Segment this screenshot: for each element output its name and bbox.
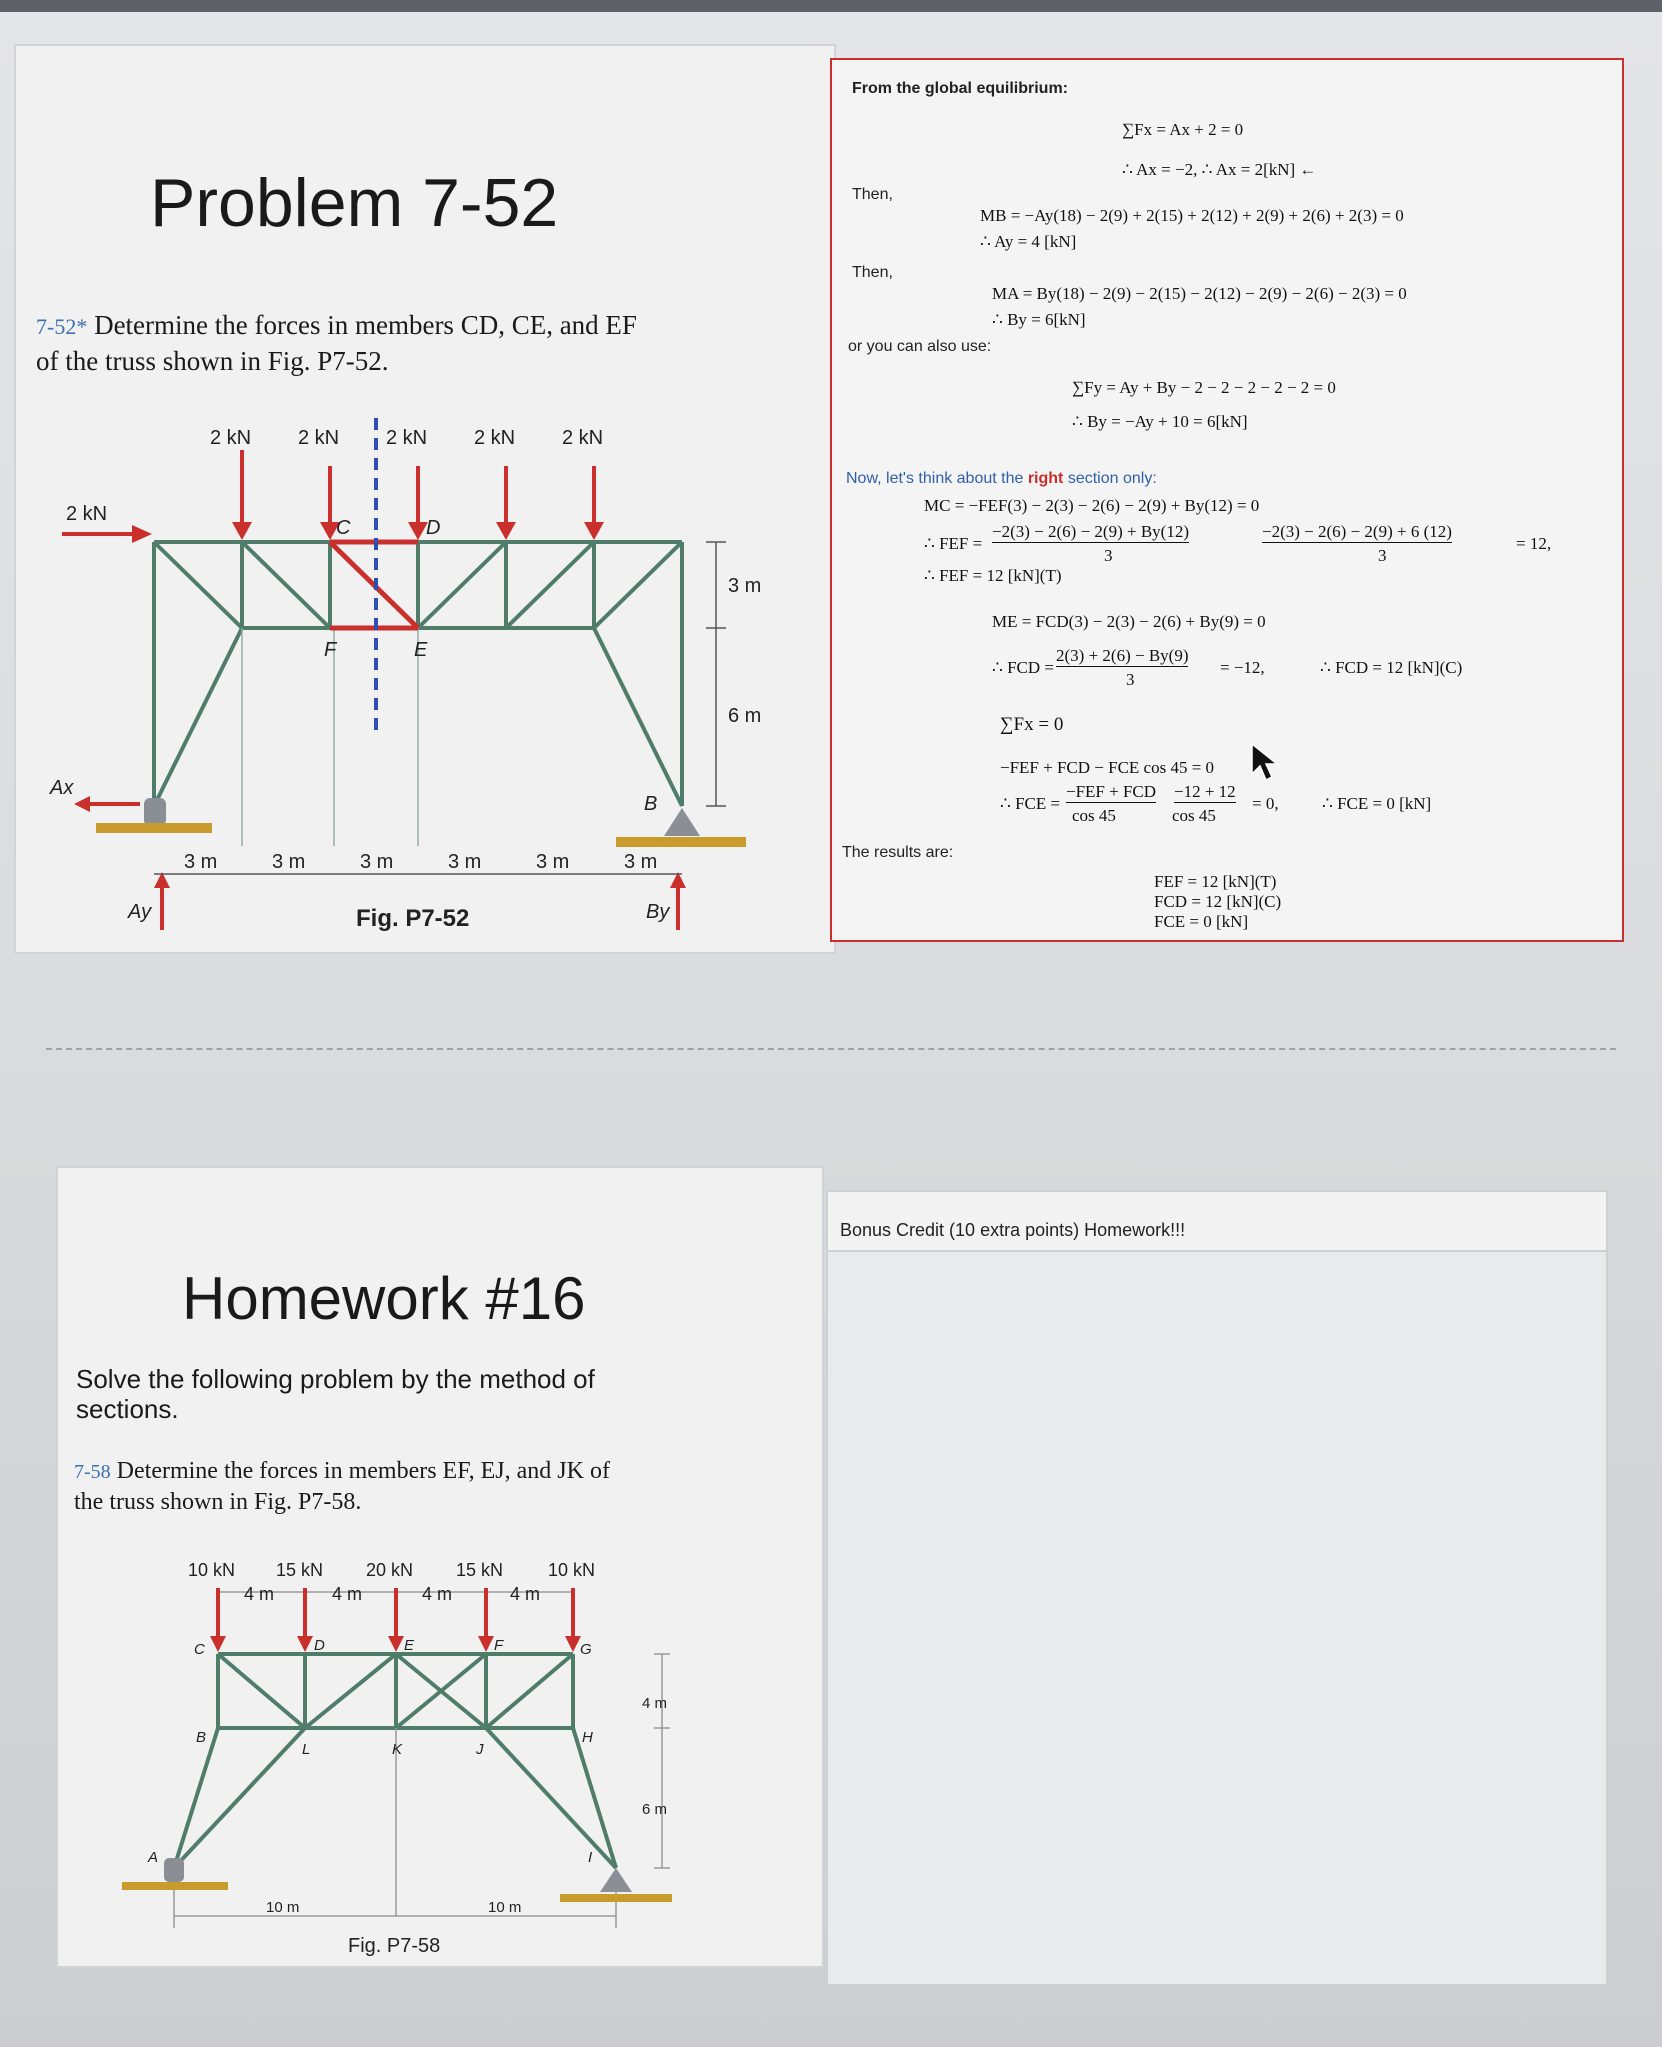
eq-fcd-prefix: ∴ FCD = <box>992 658 1054 677</box>
eq-fcd-den: 3 <box>1126 670 1135 689</box>
eq-fce-result: = 0, <box>1252 794 1279 813</box>
eq-fef-den1: 3 <box>1104 546 1113 565</box>
load-label: 15 kN <box>456 1560 504 1580</box>
eq-x-balance: −FEF + FCD − FCE cos 45 = 0 <box>1000 758 1215 777</box>
pin-support-a <box>122 1858 228 1886</box>
top-dim: 4 m <box>332 1584 363 1604</box>
load-label: 2 kN <box>210 427 252 449</box>
problem-slide <box>14 44 836 954</box>
eq-by-result: ∴ By = 6[kN] <box>992 310 1086 329</box>
eq-fce-den2: cos 45 <box>1172 806 1216 825</box>
bonus-label: Bonus Credit (10 extra points) Homework!!! <box>840 1220 1186 1240</box>
top-dim: 4 m <box>510 1584 541 1604</box>
then-label-2: Then, <box>852 264 893 281</box>
problem-title: Problem 7-52 <box>150 165 559 241</box>
problem-statement-line2: of the truss shown in Fig. P7-52. <box>36 346 389 376</box>
right-section-text-a: Now, let's think about the <box>846 470 1028 487</box>
reaction-ax: Ax <box>50 777 74 799</box>
eq-fce-prefix: ∴ FCE = <box>1000 794 1061 813</box>
right-section-text-b: right <box>1027 470 1064 487</box>
eq-by-alt: ∴ By = −Ay + 10 = 6[kN] <box>1072 412 1248 431</box>
mouse-cursor-icon <box>1250 742 1280 782</box>
problem-number: 7-52* <box>36 314 88 339</box>
node-label-e: E <box>414 639 428 661</box>
eq-fcd-result: = −12, <box>1220 658 1265 677</box>
eq-fef-prefix: ∴ FEF = <box>924 534 983 553</box>
eq-sum-fx: ∑Fx = Ax + 2 = 0 <box>1122 120 1244 139</box>
eq-sum-fy: ∑Fy = Ay + By − 2 − 2 − 2 − 2 − 2 = 0 <box>1072 378 1336 397</box>
eq-fef-result: = 12, <box>1516 534 1552 553</box>
node-label-b: B <box>196 1729 207 1746</box>
node-label-l: L <box>302 1741 311 1758</box>
solution-panel <box>830 58 1624 942</box>
section-divider <box>46 1048 1616 1050</box>
load-label: 2 kN <box>298 427 340 449</box>
dim-6m: 6 m <box>642 1801 668 1818</box>
homework-slide <box>56 1166 824 1968</box>
eq-moment-e: ME = FCD(3) − 2(3) − 2(6) + By(9) = 0 <box>992 612 1266 631</box>
node-label-f: F <box>494 1637 504 1654</box>
bonus-panel <box>826 1190 1608 1986</box>
span-dim: 3 m <box>272 851 306 873</box>
homework-title: Homework #16 <box>182 1265 586 1332</box>
eq-fce-den1: cos 45 <box>1072 806 1116 825</box>
eq-sum-fx-2: ∑Fx = 0 <box>1000 714 1064 735</box>
node-label-d: D <box>426 517 441 539</box>
result-fce: FCE = 0 [kN] <box>1154 912 1249 931</box>
problem-statement-line1: Determine the forces in members CD, CE, and EF <box>94 310 637 340</box>
result-fcd: FCD = 12 [kN](C) <box>1154 892 1282 911</box>
node-label-h: H <box>582 1729 593 1746</box>
eq-fef-final: ∴ FEF = 12 [kN](T) <box>924 566 1062 585</box>
load-label: 10 kN <box>188 1560 236 1580</box>
truss-diagram-p7-52 <box>16 46 834 952</box>
node-label-f: F <box>324 639 337 661</box>
then-label-1: Then, <box>852 186 893 203</box>
eq-fef-num2: −2(3) − 2(6) − 2(9) + 6 (12) <box>1262 522 1452 541</box>
homework-instruction: Solve the following problem by the method of sections. <box>76 1364 595 1424</box>
span-dim: 3 m <box>448 851 482 873</box>
dim-4m: 4 m <box>642 1695 668 1712</box>
eq-moment-b: MB = −Ay(18) − 2(9) + 2(15) + 2(12) + 2(9) + 2(6) + 2(3) = 0 <box>980 206 1404 225</box>
homework-statement-line2: the truss shown in Fig. P7-58. <box>74 1489 362 1515</box>
eq-fcd-final: ∴ FCD = 12 [kN](C) <box>1320 658 1463 677</box>
results-label: The results are: <box>842 844 954 861</box>
node-label-d: D <box>314 1637 325 1654</box>
load-label: 20 kN <box>366 1560 414 1580</box>
node-label-e: E <box>404 1637 415 1654</box>
eq-fce-final: ∴ FCE = 0 [kN] <box>1322 794 1432 813</box>
alt-label: or you can also use: <box>848 338 992 355</box>
top-dim: 4 m <box>422 1584 453 1604</box>
node-label-k: K <box>392 1741 403 1758</box>
load-label: 10 kN <box>548 1560 596 1580</box>
right-section-text-c: section only: <box>1063 470 1157 487</box>
bonus-header <box>828 1192 1606 1252</box>
node-label-g: G <box>580 1641 592 1658</box>
load-label: 2 kN <box>386 427 428 449</box>
eq-fce-num2: −12 + 12 <box>1174 782 1236 801</box>
truss-diagram-p7-58 <box>58 1168 822 1966</box>
reaction-by: By <box>646 901 670 923</box>
load-label: 15 kN <box>276 1560 324 1580</box>
right-section-note <box>846 470 1157 488</box>
node-label-b: B <box>644 793 658 815</box>
span-dim: 3 m <box>536 851 570 873</box>
homework-statement-line1: Determine the forces in members EF, EJ, and JK of <box>116 1458 610 1484</box>
eq-ay-result: ∴ Ay = 4 [kN] <box>980 232 1077 251</box>
span-dim: 3 m <box>624 851 658 873</box>
node-label-c: C <box>336 517 351 539</box>
span-dim: 3 m <box>360 851 394 873</box>
roller-support-b <box>616 808 746 842</box>
result-fef: FEF = 12 [kN](T) <box>1154 872 1277 891</box>
homework-number: 7-58 <box>74 1461 111 1483</box>
eq-ax-result: ∴ Ax = −2, ∴ Ax = 2[kN] ← <box>1122 160 1317 179</box>
bottom-dim: 10 m <box>266 1899 300 1916</box>
eq-fcd-num: 2(3) + 2(6) − By(9) <box>1056 646 1189 665</box>
top-dim: 4 m <box>244 1584 275 1604</box>
screen <box>0 12 1662 2047</box>
side-load-label: 2 kN <box>66 503 108 525</box>
eq-moment-a: MA = By(18) − 2(9) − 2(15) − 2(12) − 2(9) − 2(6) − 2(3) = 0 <box>992 284 1407 303</box>
reaction-ay: Ay <box>128 901 152 923</box>
figure-caption: Fig. P7-52 <box>356 905 470 932</box>
global-heading: From the global equilibrium: <box>852 80 1068 97</box>
eq-fef-den2: 3 <box>1378 546 1387 565</box>
dim-6m-vertical: 6 m <box>728 705 762 727</box>
node-label-a: A <box>148 1849 159 1866</box>
eq-fce-num1: −FEF + FCD <box>1066 782 1157 801</box>
node-label-c: C <box>194 1641 205 1658</box>
node-label-j: J <box>476 1741 484 1758</box>
eq-fef-num1: −2(3) − 2(6) − 2(9) + By(12) <box>992 522 1189 541</box>
figure-caption: Fig. P7-58 <box>348 1935 441 1957</box>
span-dim: 3 m <box>184 851 218 873</box>
eq-moment-c: MC = −FEF(3) − 2(3) − 2(6) − 2(9) + By(12) = 0 <box>924 496 1260 515</box>
load-label: 2 kN <box>562 427 604 449</box>
bottom-dim: 10 m <box>488 1899 522 1916</box>
node-label-i: I <box>588 1849 593 1866</box>
dim-3m-vertical: 3 m <box>728 575 762 597</box>
load-label: 2 kN <box>474 427 516 449</box>
